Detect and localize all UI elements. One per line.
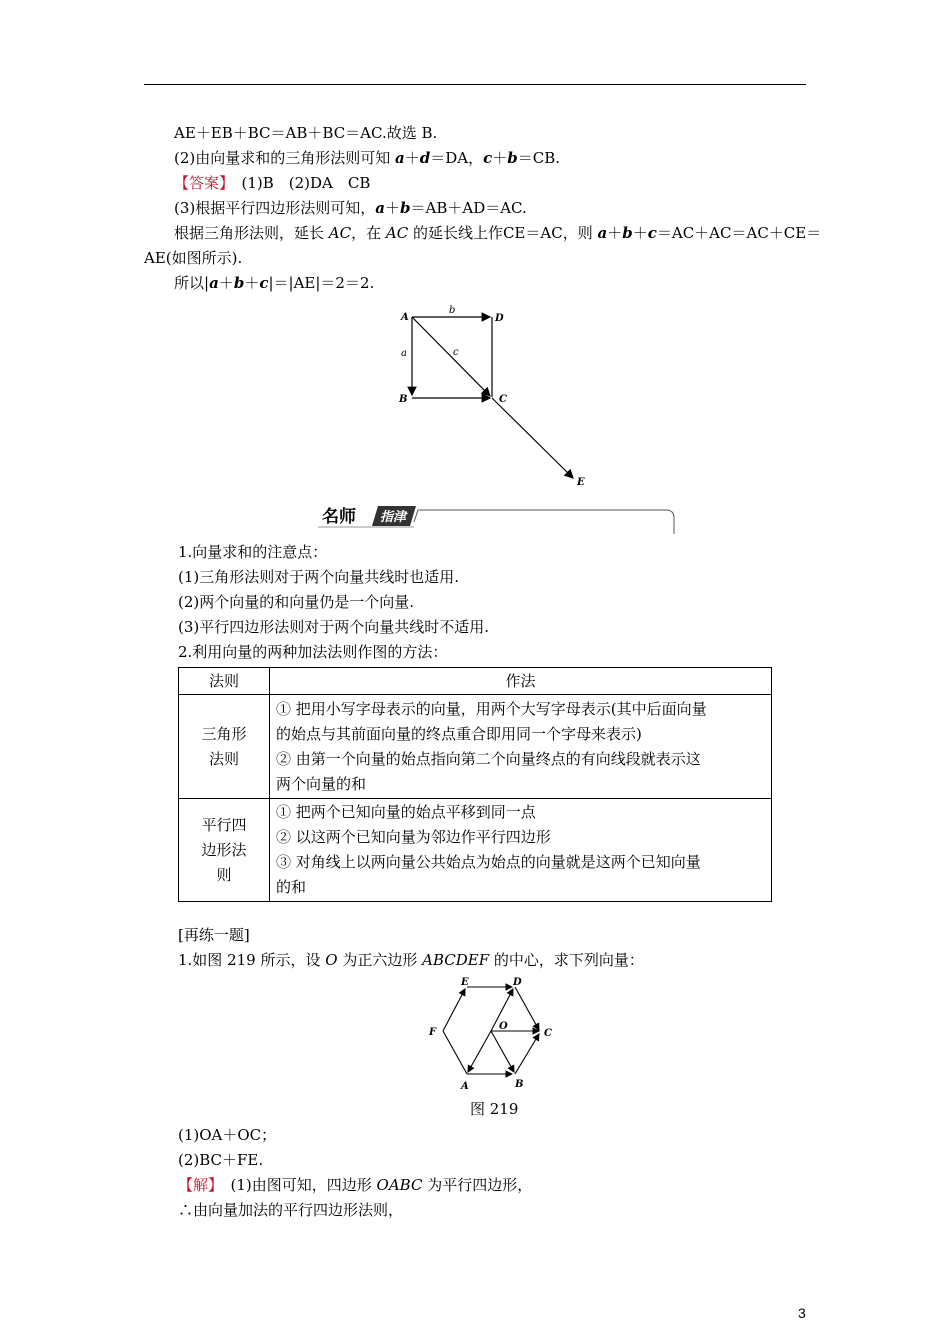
text-line-6 — [144, 247, 242, 269]
plus-sign: ＋ — [404, 149, 420, 167]
figure-caption-text: 图 219 — [470, 1100, 519, 1118]
line-7-text-g: |＝|AE|＝2＝2. — [268, 274, 375, 292]
hexagon-figure — [420, 972, 570, 1097]
line-2-text-i: ＝CB. — [517, 149, 561, 167]
rule-cell-parallelogram — [179, 799, 270, 902]
table-row — [179, 695, 772, 799]
line-1-text: AE＋EB＋BC＝AB＋BC＝AC.故选 B. — [174, 124, 438, 142]
quadrilateral-name: OABC — [376, 1176, 423, 1194]
answer-line — [174, 172, 370, 194]
vector-d: d — [419, 149, 431, 167]
table-row — [179, 799, 772, 902]
vector-label-b: b — [449, 305, 456, 316]
plus-sign: ＋ — [492, 149, 508, 167]
line-2-text-a: (2)由向量求和的三角形法则可知 — [174, 149, 396, 167]
line-5-text-k: ＝AC＋AC＝AC＋CE＝ — [656, 224, 822, 242]
segment-ac: AC — [328, 224, 352, 242]
vector-b: b — [233, 274, 245, 292]
point-label-c: C — [499, 394, 507, 405]
vector-c: c — [647, 224, 657, 242]
point-o: O — [325, 951, 338, 969]
point-label-d: D — [513, 977, 522, 988]
solution-line-2 — [178, 1199, 403, 1221]
note-4 — [178, 616, 489, 638]
plus-sign: ＋ — [384, 199, 400, 217]
solution-line-2-text: ∴由向量加法的平行四边形法则， — [178, 1201, 404, 1219]
step-line: 的和 — [276, 878, 307, 896]
question-text-e: 的中心，求下列向量： — [489, 951, 644, 969]
line-5-text-e: 的延长线上作CE＝AC，则 — [408, 224, 598, 242]
note-1-text: 1.向量求和的注意点： — [178, 543, 328, 561]
table-header-rule: 法则 — [179, 668, 270, 695]
point-label-b: B — [399, 394, 408, 405]
text-line-1 — [174, 122, 437, 144]
addition-rules-table — [178, 667, 772, 902]
line-2-text-e: ＝DA， — [430, 149, 484, 167]
vector-label-c: c — [453, 347, 459, 358]
answer-text: (1)B (2)DA CB — [226, 174, 371, 192]
rule-line: 平行四 — [201, 815, 247, 834]
rule-line: 边形法 — [201, 840, 247, 859]
teacher-tips-banner — [318, 500, 678, 536]
note-3 — [178, 591, 414, 613]
point-label-e: E — [461, 977, 469, 988]
plus-sign: ＋ — [244, 274, 260, 292]
part-2 — [178, 1149, 263, 1171]
note-2 — [178, 566, 459, 588]
text-line-5 — [174, 222, 821, 244]
practice-tag-text: [再练一题] — [178, 926, 250, 944]
point-label-d: D — [495, 313, 504, 324]
part-2-text: (2)BC＋FE. — [178, 1151, 264, 1169]
figure-caption — [470, 1098, 518, 1120]
step-line: ② 以这两个已知向量为邻边作平行四边形 — [276, 828, 551, 846]
point-label-f: F — [429, 1027, 437, 1038]
rule-line: 法则 — [208, 749, 239, 768]
table-header-row — [179, 668, 772, 695]
line-7-text-a: 所以| — [174, 274, 210, 292]
plus-sign: ＋ — [632, 224, 648, 242]
step-line: ① 把两个已知向量的始点平移到同一点 — [276, 803, 536, 821]
point-label-a: A — [461, 1081, 469, 1092]
banner-title: 名师 — [322, 507, 356, 527]
vector-a: a — [395, 149, 405, 167]
vector-b: b — [400, 199, 411, 217]
point-label-c: C — [544, 1028, 552, 1039]
line-4-text-a: (3)根据平行四边形法则可知， — [174, 199, 376, 217]
vector-ce — [492, 398, 573, 478]
answer-tag: 【答案】 — [174, 174, 227, 192]
note-4-text: (3)平行四边形法则对于两个向量共线时不适用. — [178, 618, 490, 636]
line-5-text-c: ，在 — [351, 224, 386, 242]
segment-ac: AC — [385, 224, 409, 242]
steps-cell-parallelogram — [270, 799, 772, 902]
solution-text-c: 为平行四边形， — [422, 1176, 533, 1194]
note-5-text: 2.利用向量的两种加法法则作图的方法： — [178, 643, 448, 661]
vector-bc — [515, 1034, 539, 1074]
point-label-b: B — [515, 1079, 524, 1090]
plus-sign: ＋ — [218, 274, 234, 292]
vector-b: b — [622, 224, 633, 242]
solution-tag: 【解】 — [178, 1176, 216, 1194]
note-1 — [178, 541, 327, 563]
segment-fa — [443, 1031, 467, 1074]
step-line: ① 把用小写字母表示的向量，用两个大写字母表示(其中后面向量 — [276, 699, 707, 718]
text-line-2 — [174, 147, 560, 169]
step-line: 的始点与其前面向量的终点重合即用同一个字母来表示) — [276, 724, 642, 743]
vector-a: a — [209, 274, 219, 292]
vector-a: a — [597, 224, 608, 242]
vector-b: b — [507, 149, 518, 167]
question-text-a: 1.如图 219 所示，设 — [178, 951, 326, 969]
point-label-o: O — [499, 1021, 508, 1032]
banner-frame — [318, 500, 678, 536]
text-line-7 — [174, 272, 374, 294]
solution-text-a: (1)由图可知，四边形 — [215, 1176, 377, 1194]
page-number: 3 — [798, 1305, 806, 1321]
step-line: 两个向量的和 — [276, 774, 367, 793]
banner-badge: 指津 — [380, 510, 407, 525]
line-5-text-a: 根据三角形法则，延长 — [174, 224, 329, 242]
rule-line: 三角形 — [201, 724, 247, 743]
table-header-method: 作法 — [270, 668, 772, 695]
point-label-e: E — [577, 477, 585, 488]
vector-ac — [412, 317, 490, 396]
hexagon-name: ABCDEF — [422, 951, 490, 969]
practice-question — [178, 949, 644, 971]
step-line: ③ 对角线上以两向量公共始点为始点的向量就是这两个已知向量 — [276, 853, 701, 871]
rule-cell-triangle — [179, 695, 270, 799]
plus-sign: ＋ — [607, 224, 623, 242]
solution-line-1 — [178, 1174, 532, 1196]
line-6-text: AE(如图所示). — [144, 249, 243, 267]
note-3-text: (2)两个向量的和向量仍是一个向量. — [178, 593, 415, 611]
vector-fe — [443, 989, 465, 1031]
question-text-c: 为正六边形 — [337, 951, 423, 969]
part-1-text: (1)OA＋OC； — [178, 1126, 277, 1144]
vector-ob — [491, 1031, 514, 1072]
point-label-a: A — [401, 312, 409, 323]
step-line: ② 由第一个向量的始点指向第二个向量终点的有向线段就表示这 — [276, 749, 701, 768]
steps-cell-triangle — [270, 695, 772, 799]
vector-c: c — [259, 274, 269, 292]
vector-a: a — [375, 199, 385, 217]
vector-square-figure — [390, 300, 600, 495]
practice-tag — [178, 924, 250, 946]
note-2-text: (1)三角形法则对于两个向量共线时也适用. — [178, 568, 460, 586]
vector-oa — [468, 1031, 491, 1072]
rule-line: 则 — [216, 865, 232, 884]
text-line-4 — [174, 197, 527, 219]
vector-label-a: a — [401, 348, 407, 359]
line-4-text-e: ＝AB＋AD＝AC. — [410, 199, 527, 217]
header-rule — [144, 84, 806, 85]
note-5 — [178, 641, 447, 663]
vector-dc — [515, 987, 539, 1030]
part-1 — [178, 1124, 276, 1146]
vector-c: c — [483, 149, 493, 167]
